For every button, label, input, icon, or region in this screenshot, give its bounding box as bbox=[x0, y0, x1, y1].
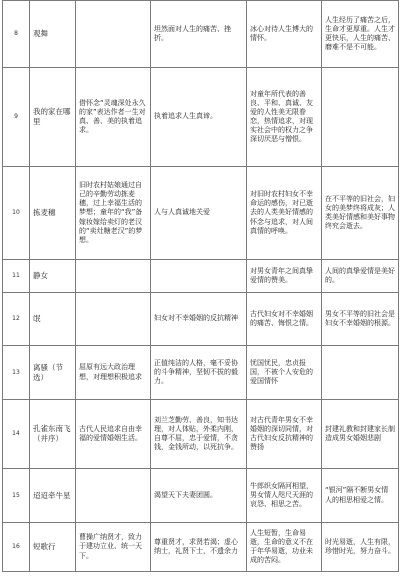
table-row bbox=[3, 400, 399, 469]
text-insight-cell: 男女不平等的旧社会是妇女不幸婚姻的根源。 bbox=[322, 293, 399, 346]
text-theme-cell bbox=[76, 293, 151, 346]
text-character-cell: 渴望天下夫妻团圆。 bbox=[151, 469, 247, 523]
text-emotion-cell: 对古代青年男女不幸婚姻的深切同情，对古代妇女反抗精神的赞扬 bbox=[247, 400, 322, 469]
text-character-cell: 妇女对不幸婚姻的反抗精神 bbox=[151, 293, 247, 346]
text-title: 孔雀东南飞（并序） bbox=[30, 400, 76, 469]
text-theme-cell: 曹操广纳贤才，致力于建功立业、统一天下。 bbox=[76, 523, 151, 572]
text-insight-cell: 人生经历了痛苦之后，生命才更厚重。人生才更快乐，人生的痛苦、磨难不是不可能。 bbox=[322, 1, 399, 68]
text-title: 静女 bbox=[30, 260, 76, 293]
text-emotion-cell: 古代妇女对不幸婚姻的痛苦、悔恨之情。 bbox=[247, 293, 322, 346]
text-character-cell: 坦然面对人生的痛苦、挫折。 bbox=[151, 1, 247, 68]
text-insight-cell bbox=[322, 68, 399, 167]
text-character-cell: 尊重贤才，求贤若渴；虚心纳士，礼贤下士，不遗余力 bbox=[151, 523, 247, 572]
text-theme-cell bbox=[76, 260, 151, 293]
text-theme-cell: 旧时农村姑娘通过自己的辛勤劳动拣麦穗，过上幸福生活的梦想；童年的“我”备嫁妆嫁给卖灯的老汉的“卖灶糖老汉”的梦想。 bbox=[76, 167, 151, 260]
row-number: 9 bbox=[3, 68, 30, 167]
text-theme-cell bbox=[76, 1, 151, 68]
row-number: 12 bbox=[3, 293, 30, 346]
text-title: 离骚（节选） bbox=[30, 346, 76, 400]
text-title: 氓 bbox=[30, 293, 76, 346]
table-row bbox=[3, 1, 399, 68]
row-number: 10 bbox=[3, 167, 30, 260]
text-title: 观舞 bbox=[30, 1, 76, 68]
text-title: 拣麦穗 bbox=[30, 167, 76, 260]
text-title: 迢迢牵牛星 bbox=[30, 469, 76, 523]
row-number: 16 bbox=[3, 523, 30, 572]
text-character-cell: 正值纯洁的人格，毫不妥协的斗争精神，坚韧不拔的毅力。 bbox=[151, 346, 247, 400]
text-insight-cell: 时光易逝，人生有限，珍惜时光，努力奋斗。 bbox=[322, 523, 399, 572]
table-row bbox=[3, 260, 399, 293]
text-theme-cell bbox=[76, 469, 151, 523]
text-emotion-cell: 冰心对待人生博大的情怀。 bbox=[247, 1, 322, 68]
text-character-cell: 人与人真诚地关爱 bbox=[151, 167, 247, 260]
text-theme-cell: 借怀念“灵魂深处永久的家”表达作者一生对真、善、美的执着追求。 bbox=[76, 68, 151, 167]
row-number: 14 bbox=[3, 400, 30, 469]
row-number: 8 bbox=[3, 1, 30, 68]
table-row bbox=[3, 469, 399, 523]
comparison-table bbox=[2, 0, 399, 572]
row-number: 13 bbox=[3, 346, 30, 400]
text-emotion-cell: 忧国忧民，忠贞报国，不被个人安危的爱国情怀 bbox=[247, 346, 322, 400]
table-row bbox=[3, 68, 399, 167]
text-emotion-cell: 人生短暂，生命易逝，生命的意义不在于年华易逝，功业未成的苦闷。 bbox=[247, 523, 322, 572]
text-title: 短歌行 bbox=[30, 523, 76, 572]
text-insight-cell: 人间的真挚爱情是美好的。 bbox=[322, 260, 399, 293]
row-number: 11 bbox=[3, 260, 30, 293]
text-title: 我的家在哪里 bbox=[30, 68, 76, 167]
text-insight-cell: 封建礼教和封建家长制造成男女婚姻悲剧 bbox=[322, 400, 399, 469]
table-row bbox=[3, 523, 399, 572]
text-character-cell bbox=[151, 260, 247, 293]
table-row bbox=[3, 167, 399, 260]
text-character-cell: 执着追求人生真谛。 bbox=[151, 68, 247, 167]
table-row bbox=[3, 293, 399, 346]
text-emotion-cell: 对旧时农村妇女不幸命运的感伤，对已逝去的人类美好情感的怀念与追求，对人间真情的呼唤。 bbox=[247, 167, 322, 260]
text-emotion-cell: 对男女青年之间真挚爱情的赞美。 bbox=[247, 260, 322, 293]
text-insight-cell: “银河”隔不断男女情人的相思相爱之情。 bbox=[322, 469, 399, 523]
text-insight-cell bbox=[322, 346, 399, 400]
text-emotion-cell: 牛郎织女隔河相望，男女情人咫尺天涯的哀怨、相思之苦。 bbox=[247, 469, 322, 523]
table-row bbox=[3, 346, 399, 400]
text-character-cell: 刘兰芝勤劳、善良，知书达理，对人体贴，外柔内刚，自尊不屈，忠于爱情，不贪钱，金钱所动，以死抗争。 bbox=[151, 400, 247, 469]
text-theme-cell: 屈原有远大政治理想，对理想积极追求 bbox=[76, 346, 151, 400]
row-number: 15 bbox=[3, 469, 30, 523]
text-insight-cell: 在不平等的旧社会，妇女的美梦终将成灰；人类美好情感和美好事物终究会逝去。 bbox=[322, 167, 399, 260]
text-emotion-cell: 对童年所代表的善良、平和、真诚、友爱的人性美无限眷恋，热情追求，对现实社会中的权力之争深切厌恶与憎恨。 bbox=[247, 68, 322, 167]
text-theme-cell: 古代人民追求自由幸福的爱情婚姻生活。 bbox=[76, 400, 151, 469]
